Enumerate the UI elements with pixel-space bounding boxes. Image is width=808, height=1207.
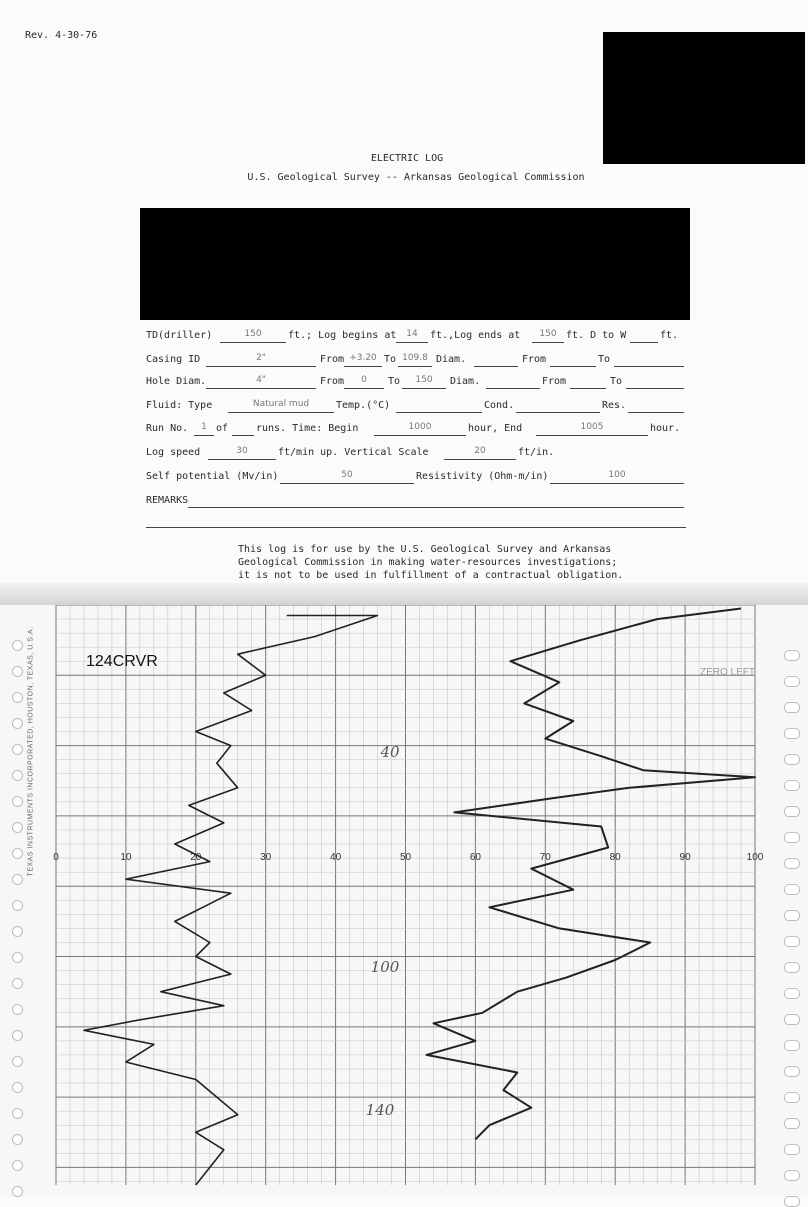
sprocket-hole	[784, 910, 800, 921]
vertical-scale-label: ft/min up. Vertical Scale	[278, 447, 429, 458]
x-tick-label: 40	[330, 852, 342, 863]
casing-from2-label: From	[522, 354, 547, 365]
sprocket-hole	[12, 796, 23, 807]
log-subtitle: U.S. Geological Survey -- Arkansas Geological Commission	[247, 172, 585, 183]
sprocket-hole	[12, 952, 23, 963]
hole-to-label: To	[388, 376, 401, 387]
sprocket-hole	[784, 728, 800, 739]
time-end-label: hour, End	[468, 423, 523, 434]
d-to-w-value	[630, 329, 658, 343]
time-begin-label: runs. Time: Begin	[256, 423, 359, 434]
sprocket-hole	[12, 666, 23, 677]
x-tick-label: 30	[260, 852, 272, 863]
sprocket-hole	[784, 1066, 800, 1077]
x-tick-label: 10	[120, 852, 132, 863]
hole-from-value: 0	[344, 375, 384, 389]
casing-to2-value	[614, 353, 684, 367]
depth-label: 40	[380, 743, 400, 761]
hole-to2-label: To	[610, 376, 623, 387]
remarks-line-2	[146, 527, 686, 528]
sprocket-hole	[12, 1186, 23, 1197]
hole-from2-label: From	[542, 376, 567, 387]
cond-value	[516, 399, 600, 413]
sprocket-hole	[12, 978, 23, 989]
x-tick-label: 60	[469, 852, 481, 863]
sprocket-hole	[12, 640, 23, 651]
sprocket-hole	[784, 1144, 800, 1155]
log-ends-value: 150	[532, 329, 564, 343]
depth-label: 100	[370, 958, 400, 976]
sprocket-hole	[12, 874, 23, 885]
sprocket-hole	[12, 1030, 23, 1041]
resistivity-label: Resistivity (Ohm-m/in)	[416, 471, 549, 482]
sprocket-hole	[784, 832, 800, 843]
sprocket-hole	[784, 858, 800, 869]
casing-from2-value	[550, 353, 596, 367]
d-to-w-unit: ft.	[660, 330, 679, 341]
x-tick-label: 90	[679, 852, 691, 863]
sprocket-hole	[784, 806, 800, 817]
hour-label: hour.	[650, 423, 681, 434]
sprocket-hole	[784, 1118, 800, 1129]
log-ends-label: ft.,Log ends at	[430, 330, 521, 341]
x-tick-label: 20	[190, 852, 202, 863]
cond-label: Cond.	[484, 400, 515, 411]
x-tick-label: 100	[746, 852, 764, 863]
temp-value	[396, 399, 482, 413]
sprocket-hole	[784, 962, 800, 973]
remarks-value	[188, 494, 684, 508]
usage-notice	[238, 543, 623, 582]
x-tick-label: 80	[609, 852, 621, 863]
sprocket-hole	[12, 926, 23, 937]
sprocket-hole	[12, 1134, 23, 1145]
sprocket-hole	[12, 1056, 23, 1067]
sprocket-hole	[12, 1004, 23, 1015]
sprocket-hole	[12, 692, 23, 703]
fluid-type-value: Natural mud	[228, 399, 334, 413]
sprocket-hole	[784, 936, 800, 947]
time-end-value: 1005	[536, 422, 648, 436]
casing-to2-label: To	[598, 354, 611, 365]
notice-line-3: it is not to be used in fulfillment of a contractual obligation.	[238, 570, 624, 581]
vertical-scale-value: 20	[444, 446, 516, 460]
sprocket-hole	[12, 822, 23, 833]
sprocket-hole	[12, 1160, 23, 1171]
d-to-w-label: ft. D to W	[566, 330, 627, 341]
res-value	[628, 399, 684, 413]
casing-label: Casing ID	[146, 354, 201, 365]
sprocket-hole	[784, 1170, 800, 1181]
log-speed-value: 30	[208, 446, 276, 460]
log-begins-value: 14	[396, 329, 428, 343]
td-label: TD(driller)	[146, 330, 213, 341]
log-chart	[0, 605, 808, 1197]
sprocket-hole	[784, 702, 800, 713]
casing-to-value: 109.8	[398, 353, 432, 367]
revision-date: Rev. 4-30-76	[25, 30, 98, 41]
sprocket-hole	[784, 754, 800, 765]
sprocket-hole	[784, 1196, 800, 1207]
casing-to-label: To	[384, 354, 397, 365]
resistivity-value: 100	[550, 470, 684, 484]
sprocket-hole	[12, 848, 23, 859]
chart-paper	[0, 605, 808, 1197]
hole-diam2-label: Diam.	[450, 376, 481, 387]
runs-total-value	[232, 422, 254, 436]
res-label: Res.	[602, 400, 627, 411]
log-speed-label: Log speed	[146, 447, 201, 458]
hole-to-value: 150	[402, 375, 446, 389]
sprocket-hole	[12, 718, 23, 729]
vendor-text: TEXAS INSTRUMENTS INCORPORATED, HOUSTON, TEXAS, U.S.A.	[27, 626, 35, 877]
casing-from-value: +3.20	[344, 353, 382, 367]
sprocket-hole	[12, 1082, 23, 1093]
sprocket-hole	[784, 1040, 800, 1051]
run-no-label: Run No.	[146, 423, 189, 434]
notice-line-1: This log is for use by the U.S. Geological Survey and Arkansas	[238, 544, 612, 555]
fluid-type-label: Fluid: Type	[146, 400, 213, 411]
time-begin-value: 1000	[374, 422, 466, 436]
sprocket-hole	[784, 884, 800, 895]
depth-label: 140	[365, 1101, 395, 1119]
notice-line-2: Geological Commission in making water-resources investigations;	[238, 557, 618, 568]
casing-diam-label: Diam.	[436, 354, 467, 365]
sprocket-hole	[784, 650, 800, 661]
self-potential-value: 50	[280, 470, 414, 484]
redaction-block-top	[603, 32, 805, 164]
x-tick-label: 0	[53, 852, 59, 863]
log-title: ELECTRIC LOG	[370, 153, 444, 164]
hole-diam-value: 4"	[206, 375, 316, 389]
sprocket-hole	[784, 1092, 800, 1103]
of-label: of	[216, 423, 229, 434]
casing-diam-value	[474, 353, 518, 367]
log-begins-label: ft.; Log begins at	[288, 330, 397, 341]
x-tick-label: 50	[399, 852, 412, 863]
casing-from-label: From	[320, 354, 345, 365]
corner-note: ZERO LEFT	[700, 667, 756, 678]
hole-diam-label: Hole Diam.	[146, 376, 207, 387]
remarks-label: REMARKS	[146, 495, 189, 506]
sprocket-hole	[12, 900, 23, 911]
sprocket-hole	[12, 770, 23, 781]
hole-from-label: From	[320, 376, 345, 387]
sprocket-hole	[784, 780, 800, 791]
sprocket-hole	[12, 744, 23, 755]
sprocket-hole	[784, 1014, 800, 1025]
vertical-scale-unit: ft/in.	[518, 447, 555, 458]
sprocket-hole	[12, 1108, 23, 1119]
td-value: 150	[220, 329, 286, 343]
well-id: 124CRVR	[86, 653, 158, 670]
hole-from2-value	[570, 375, 606, 389]
x-tick-label: 70	[539, 852, 551, 863]
vendor-imprint	[24, 620, 38, 890]
temp-label: Temp.(°C)	[336, 400, 391, 411]
sprocket-hole	[784, 988, 800, 999]
self-potential-label: Self potential (Mv/in)	[146, 471, 279, 482]
casing-value: 2"	[206, 353, 316, 367]
run-no-value: 1	[194, 422, 214, 436]
redaction-block-header	[140, 208, 690, 320]
hole-diam2-value	[486, 375, 540, 389]
hole-to2-value	[626, 375, 684, 389]
sprocket-hole	[784, 676, 800, 687]
